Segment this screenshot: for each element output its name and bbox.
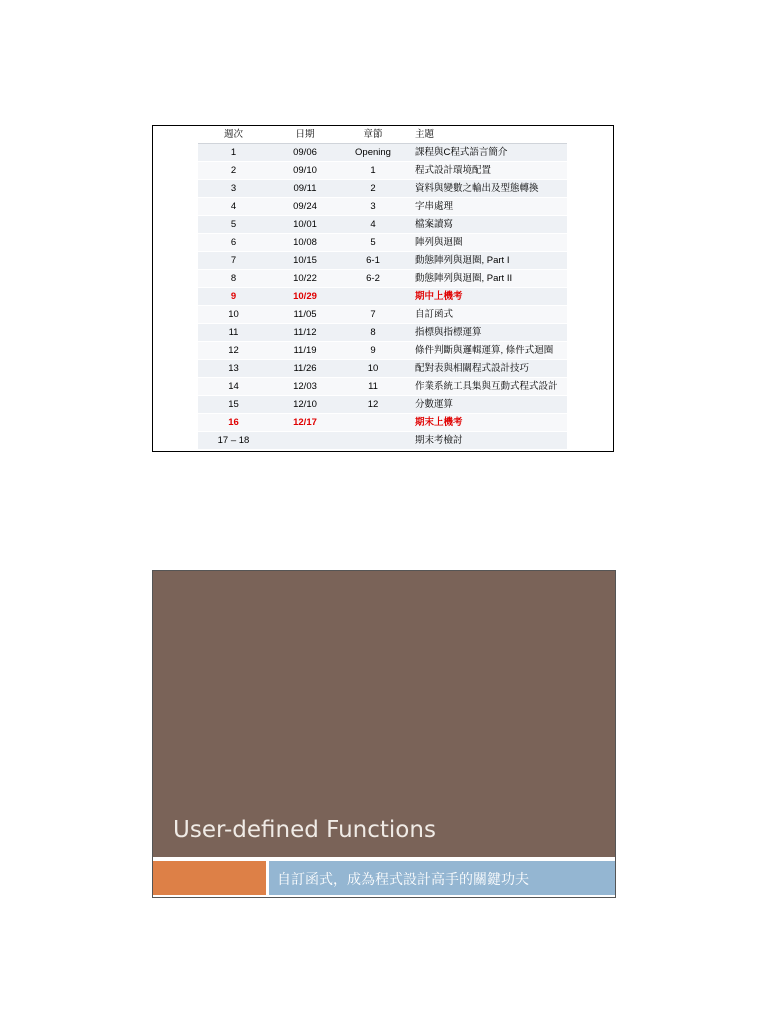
cell-date: 12/10 [269, 396, 341, 414]
cell-date: 10/15 [269, 252, 341, 270]
cell-topic: 課程與C程式語言簡介 [405, 144, 567, 162]
cell-chapter: 8 [341, 324, 405, 342]
cell-date: 10/29 [269, 288, 341, 306]
cell-chapter [341, 432, 405, 450]
slide-title: User-defined Functions [173, 817, 436, 843]
cell-chapter: 4 [341, 216, 405, 234]
cell-topic: 分數運算 [405, 396, 567, 414]
cell-topic: 期末考檢討 [405, 432, 567, 450]
cell-topic: 條件判斷與邏輯運算, 條件式迴圈 [405, 342, 567, 360]
cell-chapter: 11 [341, 378, 405, 396]
schedule-row [198, 306, 567, 324]
cell-date: 11/12 [269, 324, 341, 342]
subtitle-bar [269, 861, 615, 895]
cell-week: 3 [198, 180, 269, 198]
cell-chapter: Opening [341, 144, 405, 162]
title-slide [152, 570, 616, 898]
schedule-row [198, 252, 567, 270]
cell-week: 16 [198, 414, 269, 432]
cell-date: 12/03 [269, 378, 341, 396]
header-topic: 主題 [405, 126, 567, 144]
cell-week: 12 [198, 342, 269, 360]
cell-chapter: 5 [341, 234, 405, 252]
cell-topic: 作業系統工具集與互動式程式設計 [405, 378, 567, 396]
cell-date: 10/08 [269, 234, 341, 252]
cell-date: 12/17 [269, 414, 341, 432]
cell-topic: 檔案讀寫 [405, 216, 567, 234]
cell-chapter: 6-2 [341, 270, 405, 288]
schedule-row [198, 144, 567, 162]
cell-date: 11/05 [269, 306, 341, 324]
cell-week: 14 [198, 378, 269, 396]
schedule-row [198, 162, 567, 180]
cell-topic: 期中上機考 [405, 288, 567, 306]
cell-week: 11 [198, 324, 269, 342]
title-background [153, 571, 615, 857]
cell-topic: 動態陣列與迴圈, Part II [405, 270, 567, 288]
cell-week: 10 [198, 306, 269, 324]
cell-chapter [341, 414, 405, 432]
cell-week: 4 [198, 198, 269, 216]
schedule-row [198, 198, 567, 216]
cell-chapter: 6-1 [341, 252, 405, 270]
cell-week: 1 [198, 144, 269, 162]
schedule-row [198, 396, 567, 414]
cell-topic: 陣列與迴圈 [405, 234, 567, 252]
cell-topic: 動態陣列與迴圈, Part I [405, 252, 567, 270]
cell-chapter: 3 [341, 198, 405, 216]
schedule-header-row [198, 126, 567, 144]
cell-week: 15 [198, 396, 269, 414]
schedule-row [198, 324, 567, 342]
cell-chapter: 7 [341, 306, 405, 324]
cell-chapter: 2 [341, 180, 405, 198]
schedule-row [198, 342, 567, 360]
orange-accent-bar [153, 861, 266, 895]
schedule-row [198, 216, 567, 234]
cell-week: 9 [198, 288, 269, 306]
header-date: 日期 [269, 126, 341, 144]
cell-chapter: 1 [341, 162, 405, 180]
schedule-row [198, 234, 567, 252]
cell-topic: 配對表與相關程式設計技巧 [405, 360, 567, 378]
cell-topic: 自訂函式 [405, 306, 567, 324]
cell-week: 17 – 18 [198, 432, 269, 450]
cell-topic: 程式設計環境配置 [405, 162, 567, 180]
cell-topic: 字串處理 [405, 198, 567, 216]
cell-topic: 資料與變數之輸出及型態轉換 [405, 180, 567, 198]
cell-date: 11/26 [269, 360, 341, 378]
cell-chapter: 9 [341, 342, 405, 360]
schedule-row [198, 288, 567, 306]
cell-chapter: 10 [341, 360, 405, 378]
slide-subtitle: 自訂函式，成為程式設計高手的關鍵功夫 [277, 872, 529, 888]
cell-date: 10/22 [269, 270, 341, 288]
cell-chapter [341, 288, 405, 306]
cell-date: 09/06 [269, 144, 341, 162]
schedule-row [198, 378, 567, 396]
cell-topic: 期末上機考 [405, 414, 567, 432]
cell-week: 8 [198, 270, 269, 288]
cell-chapter: 12 [341, 396, 405, 414]
schedule-row [198, 270, 567, 288]
schedule-table [198, 126, 567, 450]
cell-date: 09/24 [269, 198, 341, 216]
schedule-body [198, 144, 567, 450]
cell-date: 09/10 [269, 162, 341, 180]
schedule-row [198, 360, 567, 378]
header-week: 週次 [198, 126, 269, 144]
schedule-row [198, 432, 567, 450]
cell-date [269, 432, 341, 450]
cell-date: 09/11 [269, 180, 341, 198]
schedule-row [198, 414, 567, 432]
cell-week: 7 [198, 252, 269, 270]
schedule-slide [152, 125, 614, 452]
cell-week: 6 [198, 234, 269, 252]
cell-week: 5 [198, 216, 269, 234]
cell-date: 10/01 [269, 216, 341, 234]
cell-week: 2 [198, 162, 269, 180]
cell-date: 11/19 [269, 342, 341, 360]
cell-week: 13 [198, 360, 269, 378]
header-chapter: 章節 [341, 126, 405, 144]
cell-topic: 指標與指標運算 [405, 324, 567, 342]
schedule-row [198, 180, 567, 198]
